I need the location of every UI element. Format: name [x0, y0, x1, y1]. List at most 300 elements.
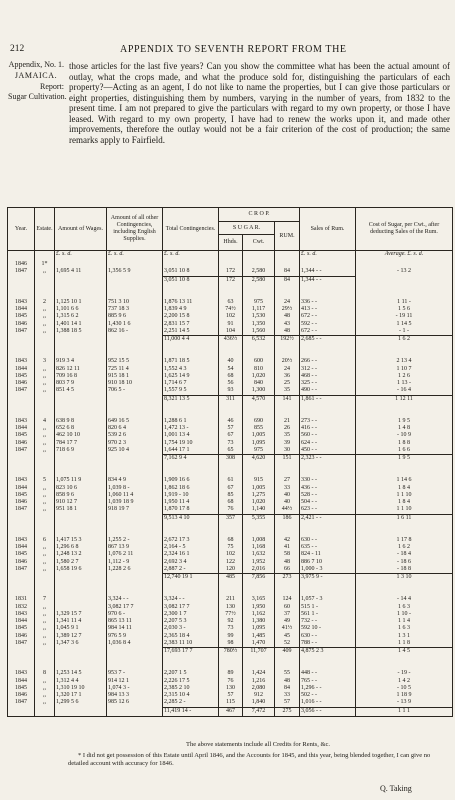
- cell-year: 1846: [8, 321, 35, 328]
- cell-cost-per-cwt: Average. £. s. d.: [356, 251, 453, 262]
- margin-note-sugar: Sugar Cultivation.: [8, 92, 67, 101]
- cell-cost-per-cwt: - 14 4: [356, 596, 453, 603]
- cell-hhds: 780½: [219, 648, 243, 657]
- cell-other-contingencies: 1,430 1 6: [107, 321, 163, 328]
- table-row: [8, 440, 453, 447]
- col-header-other-contingencies: Amount of all other Contingencies, including English Supplies.: [107, 208, 163, 251]
- cell-hhds: 57: [219, 425, 243, 432]
- table-spacer-row: [8, 344, 453, 358]
- table-row: [8, 261, 453, 268]
- spacer-cell: [300, 656, 356, 670]
- cell-other-contingencies: 925 10 4: [107, 447, 163, 455]
- spacer-cell: [300, 463, 356, 477]
- cell-other-contingencies: 867 13 9: [107, 544, 163, 551]
- cell-estate: ,,: [35, 425, 55, 432]
- cell-sales-of-rum: 502 - -: [300, 692, 356, 699]
- cell-other-contingencies: 737 18 3: [107, 306, 163, 313]
- cell-cost-per-cwt: 1 8 4: [356, 485, 453, 492]
- cell-other-contingencies: 1,356 5 9: [107, 268, 163, 276]
- cell-cwt: [243, 261, 275, 268]
- cell-total-contingencies: £. s. d.: [163, 251, 219, 262]
- cell-other-contingencies: 725 11 4: [107, 366, 163, 373]
- cell-hhds: 99: [219, 633, 243, 640]
- cell-hhds: 75: [219, 544, 243, 551]
- cell-total-contingencies: 2,207 1 5: [163, 670, 219, 677]
- cell-cwt: 915: [243, 477, 275, 484]
- cell-total-contingencies: 2,887 2 -: [163, 566, 219, 574]
- cell-estate: ,,: [35, 373, 55, 380]
- spacer-cell: [107, 344, 163, 358]
- cell-total-contingencies: 17,693 17 7: [163, 648, 219, 657]
- cell-hhds: 98: [219, 640, 243, 648]
- cell-estate: [35, 574, 55, 583]
- spacer-cell: [356, 656, 453, 670]
- spacer-cell: [356, 463, 453, 477]
- spacer-cell: [275, 404, 300, 418]
- accounts-table-wrapper: [7, 207, 452, 717]
- cell-wages: [55, 261, 107, 268]
- spacer-cell: [107, 463, 163, 477]
- cell-cost-per-cwt: 1 18 9: [356, 692, 453, 699]
- cell-cwt: 1,140: [243, 506, 275, 514]
- cell-puns: 24: [275, 299, 300, 306]
- cell-cost-per-cwt: 1 8 8: [356, 440, 453, 447]
- cell-puns: 29½: [275, 306, 300, 313]
- cell-total-contingencies: 1,557 9 5: [163, 387, 219, 395]
- cell-sales-of-rum: 325 - -: [300, 380, 356, 387]
- spacer-cell: [35, 656, 55, 670]
- cell-hhds: 102: [219, 313, 243, 320]
- accounts-table: [7, 207, 453, 717]
- cell-puns: 48: [275, 559, 300, 566]
- cell-hhds: 308: [219, 455, 243, 464]
- cell-cost-per-cwt: 1 17 8: [356, 537, 453, 544]
- cell-other-contingencies: 952 15 5: [107, 358, 163, 365]
- cell-estate: 7: [35, 596, 55, 603]
- cell-puns: 55: [275, 670, 300, 677]
- cell-cwt: 840: [243, 380, 275, 387]
- table-row: [8, 640, 453, 648]
- cell-estate: ,,: [35, 633, 55, 640]
- cell-puns: 21: [275, 418, 300, 425]
- cell-puns: 41½: [275, 625, 300, 632]
- cell-sales-of-rum: 2,323 - -: [300, 455, 356, 464]
- cell-cost-per-cwt: - 13 9: [356, 699, 453, 707]
- cell-cwt: 7,472: [243, 707, 275, 716]
- cell-total-contingencies: 11,419 14 -: [163, 707, 219, 716]
- cell-estate: ,,: [35, 447, 55, 455]
- table-row: [8, 551, 453, 558]
- cell-wages: 1,695 4 11: [55, 268, 107, 276]
- cell-sales-of-rum: 560 - -: [300, 432, 356, 439]
- table-spacer-row: [8, 285, 453, 299]
- spacer-cell: [163, 582, 219, 596]
- cell-sales-of-rum: 504 - -: [300, 499, 356, 506]
- cell-puns: 39: [275, 440, 300, 447]
- table-row: [8, 566, 453, 574]
- spacer-cell: [243, 344, 275, 358]
- cell-other-contingencies: [107, 276, 163, 285]
- cell-year: 1845: [8, 373, 35, 380]
- cell-sales-of-rum: 312 - -: [300, 366, 356, 373]
- cell-cost-per-cwt: - 1 -: [356, 328, 453, 336]
- cell-puns: 48: [275, 313, 300, 320]
- table-row: [8, 506, 453, 514]
- catchword: Q. Taking: [380, 784, 412, 793]
- cell-year: 1845: [8, 685, 35, 692]
- cell-estate: ,,: [35, 313, 55, 320]
- cell-total-contingencies: 9,513 4 10: [163, 514, 219, 523]
- cell-hhds: 57: [219, 692, 243, 699]
- cell-other-contingencies: [107, 707, 163, 716]
- cell-other-contingencies: 1,112 - 9: [107, 559, 163, 566]
- cell-estate: ,,: [35, 506, 55, 514]
- spacer-cell: [163, 344, 219, 358]
- spacer-cell: [107, 285, 163, 299]
- spacer-cell: [300, 523, 356, 537]
- cell-estate: ,,: [35, 321, 55, 328]
- cell-puns: 40: [275, 492, 300, 499]
- cell-other-contingencies: 649 16 5: [107, 418, 163, 425]
- cell-year: 1846: [8, 692, 35, 699]
- cell-sales-of-rum: 3,056 - -: [300, 707, 356, 716]
- cell-cwt: 4,620: [243, 455, 275, 464]
- table-total-row: [8, 707, 453, 716]
- cell-estate: ,,: [35, 440, 55, 447]
- cell-hhds: 68: [219, 499, 243, 506]
- cell-cwt: 1,095: [243, 440, 275, 447]
- cell-cost-per-cwt: - 18 4: [356, 551, 453, 558]
- cell-other-contingencies: 751 3 10: [107, 299, 163, 306]
- cell-year: 1844: [8, 678, 35, 685]
- cell-hhds: 76: [219, 678, 243, 685]
- cell-other-contingencies: [107, 455, 163, 464]
- cell-other-contingencies: 976 5 9: [107, 633, 163, 640]
- cell-cwt: 1,117: [243, 306, 275, 313]
- cell-wages: 1,312 4 4: [55, 678, 107, 685]
- cell-other-contingencies: [107, 648, 163, 657]
- cell-wages: 1,248 13 2: [55, 551, 107, 558]
- cell-cost-per-cwt: 1 6 6: [356, 447, 453, 455]
- cell-estate: ,,: [35, 551, 55, 558]
- cell-hhds: 46: [219, 418, 243, 425]
- cell-cost-per-cwt: 1 6 11: [356, 514, 453, 523]
- cell-estate: [35, 455, 55, 464]
- cell-other-contingencies: 918 19 7: [107, 506, 163, 514]
- cell-puns: [275, 261, 300, 268]
- spacer-cell: [55, 404, 107, 418]
- cell-hhds: 311: [219, 395, 243, 404]
- cell-puns: 48: [275, 328, 300, 336]
- table-row: [8, 633, 453, 640]
- margin-note-jamaica: JAMAICA.: [14, 71, 58, 80]
- cell-hhds: 172: [219, 276, 243, 285]
- col-header-total-contingencies: Total Contingencies.: [163, 208, 219, 251]
- running-title: APPENDIX TO SEVENTH REPORT FROM THE: [120, 44, 347, 55]
- cell-estate: 3: [35, 358, 55, 365]
- spacer-cell: [275, 463, 300, 477]
- cell-year: [8, 514, 35, 523]
- cell-cost-per-cwt: 1 10 -: [356, 611, 453, 618]
- cell-cost-per-cwt: - 19 11: [356, 313, 453, 320]
- cell-cwt: 1,485: [243, 633, 275, 640]
- table-units-row: [8, 251, 453, 262]
- cell-hhds: 74½: [219, 306, 243, 313]
- cell-sales-of-rum: 886 7 10: [300, 559, 356, 566]
- spacer-cell: [35, 463, 55, 477]
- cell-wages: 1,417 15 3: [55, 537, 107, 544]
- cell-cost-per-cwt: 1 4 5: [356, 648, 453, 657]
- table-row: [8, 418, 453, 425]
- cell-year: 1844: [8, 544, 35, 551]
- cell-sales-of-rum: 528 - -: [300, 492, 356, 499]
- spacer-cell: [35, 523, 55, 537]
- cell-total-contingencies: 2,365 18 4: [163, 633, 219, 640]
- cell-total-contingencies: 1,919 - 10: [163, 492, 219, 499]
- cell-cost-per-cwt: 1 9 5: [356, 418, 453, 425]
- cell-estate: [35, 514, 55, 523]
- cell-sales-of-rum: 592 10 -: [300, 625, 356, 632]
- cell-total-contingencies: 1,871 18 5: [163, 358, 219, 365]
- cell-wages: 951 18 1: [55, 506, 107, 514]
- spacer-cell: [300, 344, 356, 358]
- cell-estate: ,,: [35, 559, 55, 566]
- cell-cwt: 7,856: [243, 574, 275, 583]
- table-row: [8, 685, 453, 692]
- spacer-cell: [275, 582, 300, 596]
- cell-wages: 1,580 2 7: [55, 559, 107, 566]
- cell-total-contingencies: 3,082 17 7: [163, 604, 219, 611]
- margin-notes: [8, 60, 67, 102]
- table-row: [8, 328, 453, 336]
- footnote-estate-1: * I did not get possession of this Estate until April 1846, and the Accounts for 1845, and this year, being blended together, I can give no detailed account with accuracy for 1846.: [68, 752, 431, 767]
- cell-cost-per-cwt: 1 1 10: [356, 506, 453, 514]
- cell-total-contingencies: [163, 261, 219, 268]
- cell-total-contingencies: 12,740 19 1: [163, 574, 219, 583]
- cell-estate: ,,: [35, 640, 55, 648]
- cell-sales-of-rum: 413 - -: [300, 306, 356, 313]
- cell-estate: ,,: [35, 432, 55, 439]
- cell-total-contingencies: 2,226 17 5: [163, 678, 219, 685]
- cell-cwt: [243, 251, 275, 262]
- cell-wages: 1,315 6 2: [55, 313, 107, 320]
- cell-total-contingencies: 1,625 14 9: [163, 373, 219, 380]
- cell-puns: 151: [275, 455, 300, 464]
- spacer-cell: [275, 523, 300, 537]
- cell-estate: ,,: [35, 618, 55, 625]
- cell-puns: 66: [275, 566, 300, 574]
- cell-cost-per-cwt: - 13 2: [356, 268, 453, 276]
- cell-other-contingencies: 970 6 -: [107, 611, 163, 618]
- cell-other-contingencies: 970 2 3: [107, 440, 163, 447]
- cell-wages: [55, 276, 107, 285]
- cell-wages: 1,125 10 1: [55, 299, 107, 306]
- cell-wages: 1,101 6 6: [55, 306, 107, 313]
- cell-cwt: 1,168: [243, 544, 275, 551]
- cell-estate: ,,: [35, 685, 55, 692]
- table-row: [8, 299, 453, 306]
- cell-hhds: 67: [219, 432, 243, 439]
- cell-total-contingencies: 8,321 13 5: [163, 395, 219, 404]
- cell-year: 1847: [8, 447, 35, 455]
- spacer-cell: [243, 582, 275, 596]
- cell-total-contingencies: 1,754 19 10: [163, 440, 219, 447]
- table-total-row: [8, 648, 453, 657]
- table-row: [8, 306, 453, 313]
- cell-hhds: 67: [219, 485, 243, 492]
- col-header-cwt: Cwt.: [243, 235, 275, 251]
- cell-other-contingencies: 984 14 11: [107, 625, 163, 632]
- spacer-cell: [219, 656, 243, 670]
- cell-sales-of-rum: 1,344 - -: [300, 268, 356, 276]
- cell-year: 1843: [8, 611, 35, 618]
- cell-cost-per-cwt: 1 1 4: [356, 618, 453, 625]
- cell-year: 1844: [8, 425, 35, 432]
- spacer-cell: [55, 463, 107, 477]
- cell-puns: 44½: [275, 506, 300, 514]
- cell-puns: 36: [275, 373, 300, 380]
- cell-other-contingencies: 1,076 2 11: [107, 551, 163, 558]
- cell-wages: £. s. d.: [55, 251, 107, 262]
- cell-cost-per-cwt: 1 6 3: [356, 604, 453, 611]
- cell-wages: 1,329 15 7: [55, 611, 107, 618]
- cell-cwt: 2,580: [243, 276, 275, 285]
- cell-cwt: 1,095: [243, 625, 275, 632]
- cell-other-contingencies: [107, 574, 163, 583]
- cell-estate: ,,: [35, 492, 55, 499]
- cell-estate: [35, 336, 55, 345]
- cell-other-contingencies: 1,039 8 -: [107, 485, 163, 492]
- footnotes: [68, 741, 448, 768]
- cell-year: 1845: [8, 551, 35, 558]
- cell-year: 1832: [8, 604, 35, 611]
- cell-puns: 35: [275, 432, 300, 439]
- cell-total-contingencies: 1,714 6 7: [163, 380, 219, 387]
- cell-estate: ,,: [35, 699, 55, 707]
- cell-wages: 858 9 6: [55, 492, 107, 499]
- spacer-cell: [300, 582, 356, 596]
- cell-puns: 20½: [275, 358, 300, 365]
- cell-other-contingencies: 539 2 6: [107, 432, 163, 439]
- spacer-cell: [275, 656, 300, 670]
- cell-year: 1846: [8, 440, 35, 447]
- cell-cost-per-cwt: 1 1 1: [356, 707, 453, 716]
- spacer-cell: [219, 285, 243, 299]
- cell-total-contingencies: 1,876 13 11: [163, 299, 219, 306]
- spacer-cell: [55, 344, 107, 358]
- cell-hhds: 436½: [219, 336, 243, 345]
- cell-other-contingencies: 1,255 2 -: [107, 537, 163, 544]
- table-row: [8, 366, 453, 373]
- cell-cwt: 3,165: [243, 596, 275, 603]
- cell-sales-of-rum: 630 - -: [300, 537, 356, 544]
- cell-cost-per-cwt: 1 6 2: [356, 336, 453, 345]
- cell-cwt: 975: [243, 299, 275, 306]
- cell-puns: 45: [275, 633, 300, 640]
- cell-sales-of-rum: 592 - -: [300, 321, 356, 328]
- table-row: [8, 358, 453, 365]
- cell-puns: 33: [275, 692, 300, 699]
- cell-hhds: 73: [219, 625, 243, 632]
- spacer-cell: [8, 404, 35, 418]
- cell-year: 1847: [8, 268, 35, 276]
- cell-sales-of-rum: £. s. d.: [300, 251, 356, 262]
- spacer-cell: [356, 344, 453, 358]
- table-spacer-row: [8, 582, 453, 596]
- spacer-cell: [55, 656, 107, 670]
- cell-estate: [35, 251, 55, 262]
- margin-note-report: Report:: [40, 82, 64, 91]
- spacer-cell: [55, 285, 107, 299]
- spacer-cell: [219, 582, 243, 596]
- spacer-cell: [35, 404, 55, 418]
- table-row: [8, 447, 453, 455]
- cell-total-contingencies: 3,051 10 8: [163, 268, 219, 276]
- cell-wages: 1,296 6 8: [55, 544, 107, 551]
- cell-wages: 1,045 9 1: [55, 625, 107, 632]
- cell-other-contingencies: 834 4 9: [107, 477, 163, 484]
- cell-cost-per-cwt: 1 8 4: [356, 499, 453, 506]
- cell-wages: [55, 455, 107, 464]
- cell-sales-of-rum: 635 - -: [300, 544, 356, 551]
- cell-cwt: 2,016: [243, 566, 275, 574]
- cell-hhds: 122: [219, 559, 243, 566]
- cell-wages: 784 17 7: [55, 440, 107, 447]
- cell-wages: 1,075 11 9: [55, 477, 107, 484]
- cell-estate: 6: [35, 537, 55, 544]
- spacer-cell: [219, 404, 243, 418]
- cell-year: 1843: [8, 358, 35, 365]
- spacer-cell: [8, 523, 35, 537]
- cell-wages: 718 6 9: [55, 447, 107, 455]
- spacer-cell: [219, 523, 243, 537]
- spacer-cell: [300, 404, 356, 418]
- cell-puns: 186: [275, 514, 300, 523]
- cell-wages: [55, 395, 107, 404]
- cell-hhds: 91: [219, 321, 243, 328]
- cell-wages: 910 12 7: [55, 499, 107, 506]
- cell-puns: 275: [275, 707, 300, 716]
- spacer-cell: [163, 523, 219, 537]
- spacer-cell: [107, 582, 163, 596]
- cell-sales-of-rum: 3,975 9 -: [300, 574, 356, 583]
- cell-year: [8, 574, 35, 583]
- cell-year: 1847: [8, 328, 35, 336]
- cell-total-contingencies: 1,870 17 8: [163, 506, 219, 514]
- cell-estate: ,,: [35, 328, 55, 336]
- cell-sales-of-rum: 1,000 - 3: [300, 566, 356, 574]
- spacer-cell: [219, 463, 243, 477]
- spacer-cell: [275, 344, 300, 358]
- table-total-row: [8, 514, 453, 523]
- cell-hhds: 73: [219, 440, 243, 447]
- cell-cost-per-cwt: - 18 8: [356, 566, 453, 574]
- cell-total-contingencies: 1,644 17 1: [163, 447, 219, 455]
- cell-estate: [35, 276, 55, 285]
- cell-cost-per-cwt: [356, 261, 453, 268]
- cell-other-contingencies: 3,082 17 7: [107, 604, 163, 611]
- cell-cwt: 4,570: [243, 395, 275, 404]
- cell-cwt: 1,216: [243, 678, 275, 685]
- cell-year: [8, 455, 35, 464]
- cell-year: 1844: [8, 306, 35, 313]
- cell-cost-per-cwt: 1 6 2: [356, 544, 453, 551]
- cell-sales-of-rum: 450 - -: [300, 447, 356, 455]
- col-header-cost-per-cwt: Cost of Sugar, per Cwt., after deducting Sales of the Rum.: [356, 208, 453, 251]
- cell-year: 1847: [8, 566, 35, 574]
- cell-total-contingencies: 2,030 3 -: [163, 625, 219, 632]
- cell-cost-per-cwt: 1 6 3: [356, 625, 453, 632]
